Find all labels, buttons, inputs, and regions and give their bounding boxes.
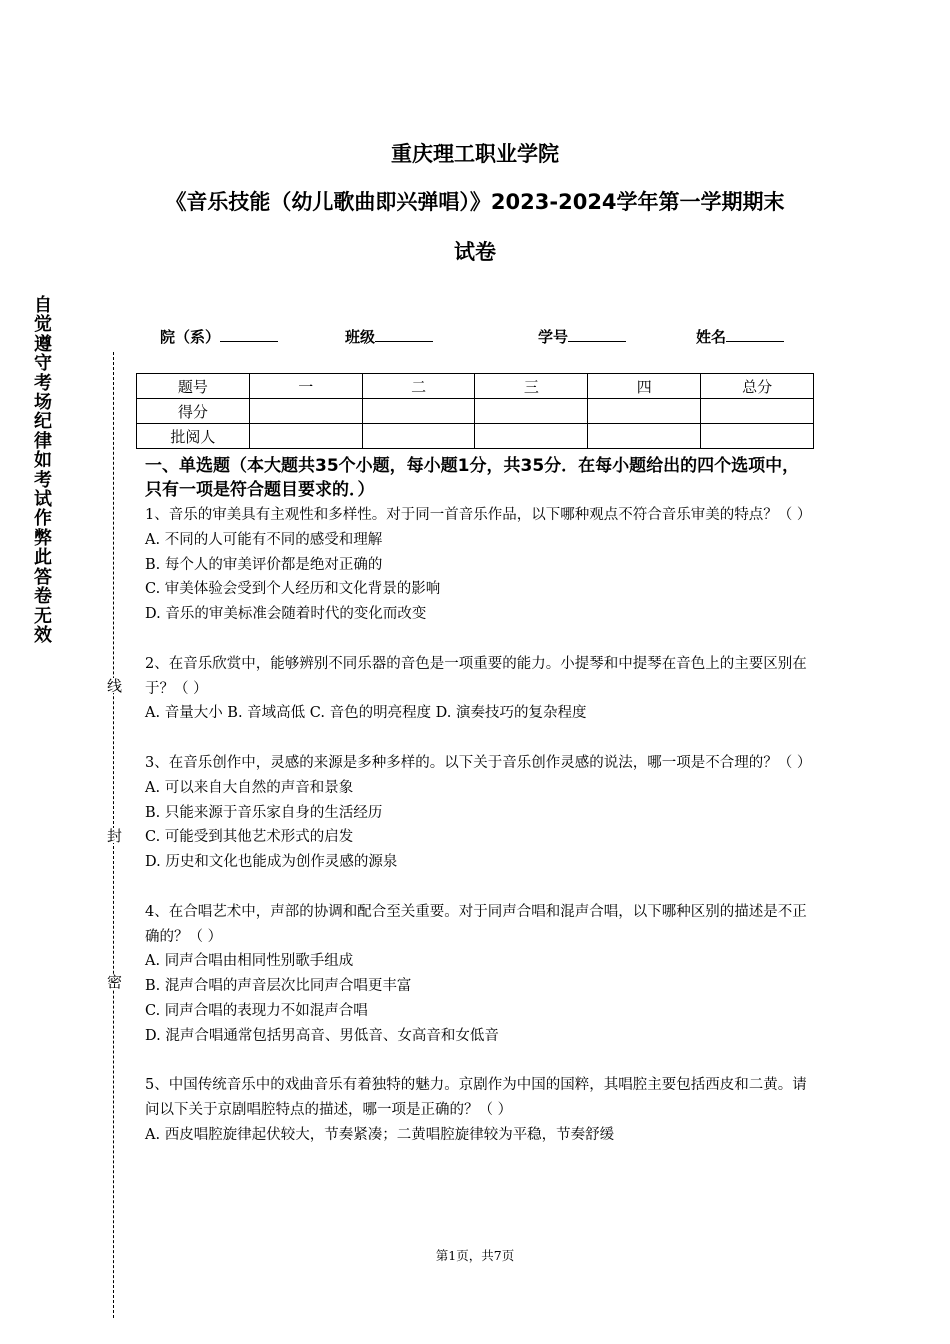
grader-cell[interactable]	[249, 424, 362, 449]
header-cell-total: 总分	[701, 374, 814, 399]
section-title: 一、单选题（本大题共35个小题，每小题1分，共35分．在每小题给出的四个选项中，只有一项是符合题目要求的．）	[145, 456, 800, 500]
score-row-label: 得分	[137, 399, 250, 424]
page-footer: 第1页，共7页	[435, 1248, 515, 1263]
grader-cell[interactable]	[362, 424, 475, 449]
option-d[interactable]: D. 混声合唱通常包括男高音、男低音、女高音和女低音	[145, 1027, 499, 1044]
exam-title: 《音乐技能（幼儿歌曲即兴弹唱）》2023-2024学年第一学期期末	[165, 190, 785, 214]
score-table	[136, 373, 814, 449]
class-field[interactable]	[345, 326, 433, 347]
seal-label-seal: 封	[105, 828, 123, 843]
option-c[interactable]: C. 审美体验会受到个人经历和文化背景的影响	[145, 581, 441, 598]
score-cell[interactable]	[588, 399, 701, 424]
grader-cell[interactable]	[475, 424, 588, 449]
score-cell[interactable]	[701, 399, 814, 424]
option-c[interactable]: C. 可能受到其他艺术形式的启发	[145, 829, 354, 846]
class-label: 班级	[345, 328, 376, 346]
option-a[interactable]: A. 不同的人可能有不同的感受和理解	[145, 531, 383, 548]
question-stem: 4、在合唱艺术中，声部的协调和配合至关重要。对于同声合唱和混声合唱，以下哪种区别的描述是不正确的？（ ）	[145, 903, 807, 945]
student-id-blank[interactable]	[568, 327, 626, 342]
question-3	[145, 751, 813, 875]
option-a[interactable]: A. 西皮唱腔旋律起伏较大，节奏紧凑；二黄唱腔旋律较为平稳，节奏舒缓	[145, 1126, 615, 1143]
option-d[interactable]: D. 历史和文化也能成为创作灵感的源泉	[145, 854, 398, 871]
header-cell-4: 四	[588, 374, 701, 399]
question-stem: 2、在音乐欣赏中，能够辨别不同乐器的音色是一项重要的能力。小提琴和中提琴在音色上的主要区别在于？（ ）	[145, 655, 807, 697]
score-row	[137, 399, 814, 424]
class-blank[interactable]	[375, 327, 433, 342]
header-cell-question: 题号	[137, 374, 250, 399]
grader-row-label: 批阅人	[137, 424, 250, 449]
question-stem: 1、音乐的审美具有主观性和多样性。对于同一首音乐作品，以下哪种观点不符合音乐审美的特点？（ ）	[145, 507, 812, 523]
grader-row	[137, 424, 814, 449]
question-1	[145, 503, 813, 627]
seal-label-secret: 密	[105, 974, 123, 989]
grader-cell[interactable]	[588, 424, 701, 449]
question-stem: 5、中国传统音乐中的戏曲音乐有着独特的魅力。京剧作为中国的国粹，其唱腔主要包括西皮和二黄。请问以下关于京剧唱腔特点的描述，哪一项是正确的？（ ）	[145, 1077, 807, 1119]
dept-field[interactable]	[160, 326, 278, 347]
score-cell[interactable]	[475, 399, 588, 424]
header-cell-2: 二	[362, 374, 475, 399]
question-5	[145, 1073, 813, 1147]
exam-title-cont: 试卷	[454, 240, 496, 264]
option-a[interactable]: A. 同声合唱由相同性别歌手组成	[145, 953, 354, 970]
question-2	[145, 652, 813, 726]
score-cell[interactable]	[249, 399, 362, 424]
option-b[interactable]: B. 只能来源于音乐家自身的生活经历	[145, 804, 383, 821]
option-a[interactable]: A. 可以来自大自然的声音和景象	[145, 779, 354, 796]
student-id-field[interactable]	[538, 326, 626, 347]
name-field[interactable]	[696, 326, 784, 347]
option-b[interactable]: B. 混声合唱的声音层次比同声合唱更丰富	[145, 978, 412, 995]
name-blank[interactable]	[726, 327, 784, 342]
dept-label: 院（系）	[160, 328, 221, 346]
option-c[interactable]: C. 同声合唱的表现力不如混声合唱	[145, 1002, 368, 1019]
dept-blank[interactable]	[220, 327, 278, 342]
option-b[interactable]: B. 每个人的审美评价都是绝对正确的	[145, 556, 383, 573]
name-label: 姓名	[696, 328, 727, 346]
header-cell-1: 一	[249, 374, 362, 399]
score-cell[interactable]	[362, 399, 475, 424]
option-d[interactable]: D. 音乐的审美标准会随着时代的变化而改变	[145, 606, 427, 623]
student-id-label: 学号	[538, 328, 569, 346]
question-4	[145, 900, 813, 1049]
discipline-note: 自觉遵守考场纪律如考试作弊此答卷无效	[34, 295, 52, 646]
question-stem: 3、在音乐创作中，灵感的来源是多种多样的。以下关于音乐创作灵感的说法，哪一项是不合理的？（ ）	[145, 754, 812, 771]
student-info-row	[0, 326, 950, 348]
question-list	[145, 503, 813, 1173]
school-name: 重庆理工职业学院	[391, 142, 559, 166]
score-table-header-row	[137, 374, 814, 399]
options-inline[interactable]: A. 音量大小 B. 音域高低 C. 音色的明亮程度 D. 演奏技巧的复杂程度	[145, 705, 587, 722]
grader-cell[interactable]	[701, 424, 814, 449]
seal-label-line: 线	[105, 678, 123, 693]
header-cell-3: 三	[475, 374, 588, 399]
